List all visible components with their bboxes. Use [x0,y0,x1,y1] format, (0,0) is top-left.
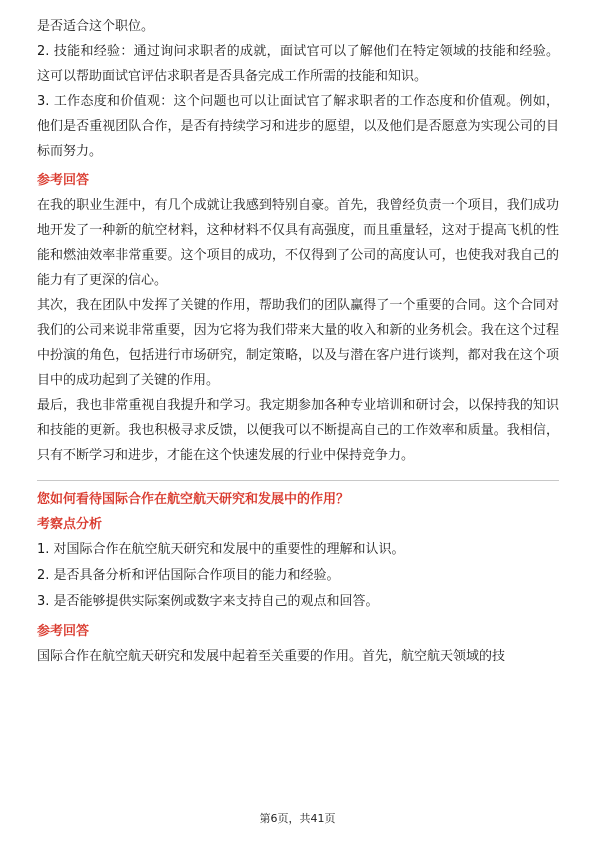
criteria-item-3: 3. 工作态度和价值观：这个问题也可以让面试官了解求职者的工作态度和价值观。例如，他们是否重视团队合作，是否有持续学习和进步的愿望，以及他们是否愿意为实现公司的目标而努力。 [37,94,559,159]
analysis-item-3: 3. 是否能够提供实际案例或数字来支持自己的观点和回答。 [37,594,379,609]
analysis-item-2: 2. 是否具备分析和评估国际合作项目的能力和经验。 [37,568,340,583]
page-content [37,14,559,669]
answer-paragraph-1: 在我的职业生涯中，有几个成就让我感到特别自豪。首先，我曾经负责一个项目，我们成功地开发了一种新的航空材料，这种材料不仅具有高强度，而且重量轻，这对于提高飞机的性能和燃油效率非常重要。这个项目的成功，不仅得到了公司的高度认可，也使我对我自己的能力有了更深的信心。 [37,198,559,288]
section-divider [37,480,559,481]
answer-heading: 参考回答 [37,173,90,188]
answer-paragraph-q2: 国际合作在航空航天研究和发展中起着至关重要的作用。首先，航空航天领域的技 [37,649,506,664]
analysis-item-1: 1. 对国际合作在航空航天研究和发展中的重要性的理解和认识。 [37,542,405,557]
answer-paragraph-2: 其次，我在团队中发挥了关键的作用，帮助我们的团队赢得了一个重要的合同。这个合同对我们的公司来说非常重要，因为它将为我们带来大量的收入和新的业务机会。我在这个过程中扮演的角色，包括进行市场研究，制定策略，以及与潜在客户进行谈判，都对我在这个项目中的成功起到了关键的作用。 [37,298,559,388]
answer-paragraph-3: 最后，我也非常重视自我提升和学习。我定期参加各种专业培训和研讨会，以保持我的知识和技能的更新。我也积极寻求反馈，以便我可以不断提高自己的工作效率和质量。我相信，只有不断学习和进步，才能在这个快速发展的行业中保持竞争力。 [37,398,559,463]
analysis-heading: 考察点分析 [37,517,103,532]
intro-line: 是否适合这个职位。 [37,19,155,34]
page-number: 第6页，共41页 [259,812,336,825]
answer-heading-2: 参考回答 [37,624,90,639]
question-title: 您如何看待国际合作在航空航天研究和发展中的作用？ [37,492,350,507]
criteria-item-2: 2. 技能和经验：通过询问求职者的成就，面试官可以了解他们在特定领域的技能和经验。这可以帮助面试官评估求职者是否具备完成工作所需的技能和知识。 [37,44,559,84]
